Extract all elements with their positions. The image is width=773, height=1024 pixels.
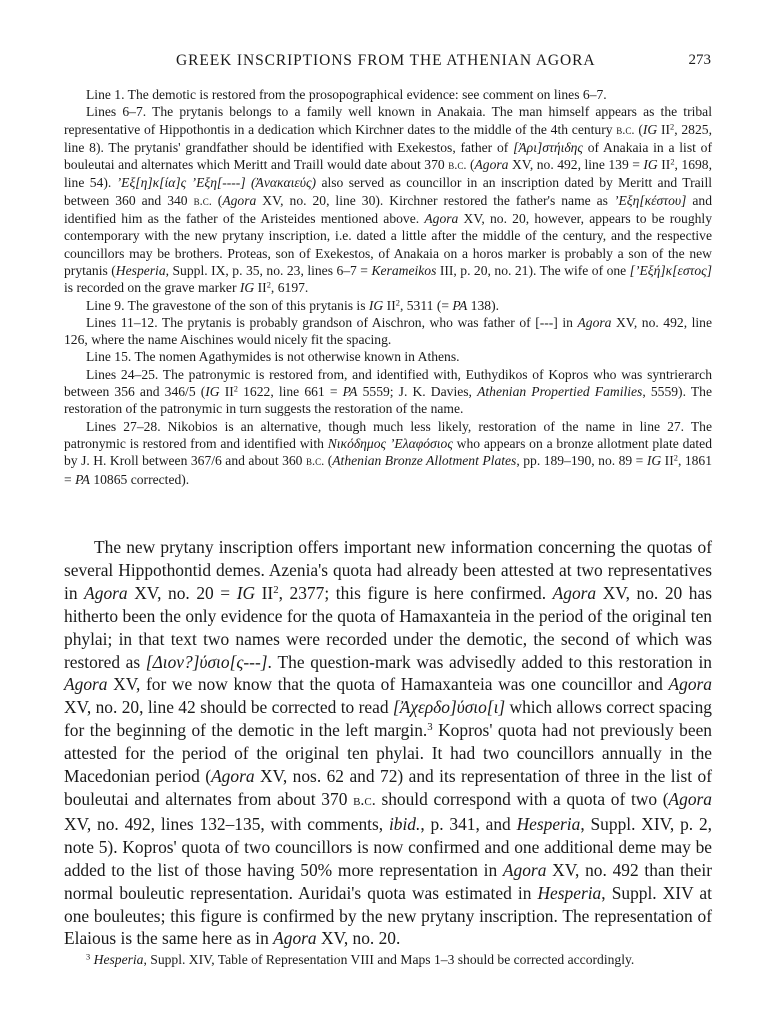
commentary-paragraph: Lines 6–7. The prytanis belongs to a family well known in Anakaia. The man himself appears as the tribal representative of Hippothontis in a dedication which Kirchner dates to the middle of the 4th century b.c. (IG $II^2$, 2825, line 8). The prytanis' grandfather should be identified with Exekestos, father of [Ἀρι]στήιδης of Anakaia in a list of bouleutai and alternates which Meritt and Traill would date about 370 b.c. (Agora XV, no. 492, line 139 = IG $II^2$, 1698, line 54). ’Εξ[η]κ[ία]ς ’Εξη[----] (Ἀνακαιεύς) also served as councillor in an inscription dated by Meritt and Traill between 360 and 340 b.c. (Agora XV, no. 20, line 30). Kirchner restored the father's name as ’Εξη[κέστου] and identified him as the father of the Aristeides mentioned above. Agora XV, no. 20, however, appears to be roughly contemporary with the new prytany inscription, i.e. dated a little after the middle of the century, and the respective councillors may be brothers. Proteas, son of Exekestos, of Anakaia on a horos marker is probably a son of the new prytanis (Hesperia, Suppl. IX, p. 35, no. 23, lines 6–7 = Kerameikos III, p. 20, no. 21). The wife of one [’Εξή]κ[εστος] is recorded on the grave marker IG $II^2$, 6197. <box>64 104 713 296</box>
page-number: 273 <box>688 52 711 68</box>
commentary-paragraph: Line 15. The nomen Agathymides is not otherwise known in Athens. <box>86 349 460 365</box>
commentary-paragraph: Line 9. The gravestone of the son of this prytanis is IG $II^2$, 5311 (= PA 138). <box>86 296 499 313</box>
footnote-paragraph: $^3$ Hesperia, Suppl. XIV, Table of Representation VIII and Maps 1–3 should be corrected accordingly. <box>86 951 635 967</box>
commentary-paragraph: Lines 27–28. Nikobios is an alternative, though much less likely, restoration of the name in line 27. The patronymic is restored from and identified with Νικόδημος ’Ελαφόσιος who appears on a bronze allotment plate dated by J. H. Kroll between 367/6 and about 360 b.c. (Athenian Bronze Allotment Plates, pp. 189–190, no. 89 = IG $II^2$, 1861 = PA 10865 corrected). <box>64 418 713 487</box>
footnote <box>64 951 712 968</box>
main-text <box>64 536 712 950</box>
commentary-paragraph: Line 1. The demotic is restored from the prosopographical evidence: see comment on lines 6–7. <box>86 87 607 102</box>
line-commentary <box>64 86 712 488</box>
running-title: GREEK INSCRIPTIONS FROM THE ATHENIAN AGORA <box>176 52 596 69</box>
commentary-paragraph: Lines 24–25. The patronymic is restored from, and identified with, Euthydikos of Kopros who was syntrierarch between 356 and 346/5 (IG $II^2$ 1622, line 661 = PA 5559; J. K. Davies, Athenian Propertied Families, 5559). The restoration of the patronymic in turn suggests the restoration of the name. <box>64 366 712 417</box>
running-header <box>56 52 711 74</box>
main-text-paragraph: The new prytany inscription offers important new information concerning the quotas of several Hippothontid demes. Azenia's quota had already been attested at two representatives in Agora XV, no. 20 = IG $II^2$, 2377; this figure is here confirmed. Agora XV, no. 20 has hitherto been the only evidence for the quota of Hamaxanteia in the period of the original ten phylai; in that text two names were recorded under the demotic, the second of which was restored as [Διον?]ύσιο[ς---]. The question-mark was advisedly added to this restoration in Agora XV, for we now know that the quota of Hamaxanteia was one councillor and Agora XV, no. 20, line 42 should be corrected to read [Ἀχερδο]ύσιο[ι] which allows correct spacing for the beginning of the demotic in the left margin.$^3$ Kopros' quota had not previously been attested for the period of the original ten phylai. It had two councillors annually in the Macedonian period (Agora XV, nos. 62 and 72) and its representation of three in the list of bouleutai and alternates from about 370 b.c. should correspond with a quota of two (Agora XV, no. 492, lines 132–135, with comments, ibid., p. 341, and Hesperia, Suppl. XIV, p. 2, note 5). Kopros' quota of two councillors is now confirmed and one additional deme may be added to the list of those having 50% more representation in Agora XV, no. 492 than their normal bouleutic representation. Auridai's quota was estimated in Hesperia, Suppl. XIV at one bouleutes; this figure is confirmed by the new prytany inscription. The representation of Elaious is the same here as in Agora XV, no. 20. <box>64 537 713 949</box>
commentary-paragraph: Lines 11–12. The prytanis is probably grandson of Aischron, who was father of [---] in Agora XV, no. 492, line 126, where the name Aischines would nicely fit the spacing. <box>64 314 713 348</box>
